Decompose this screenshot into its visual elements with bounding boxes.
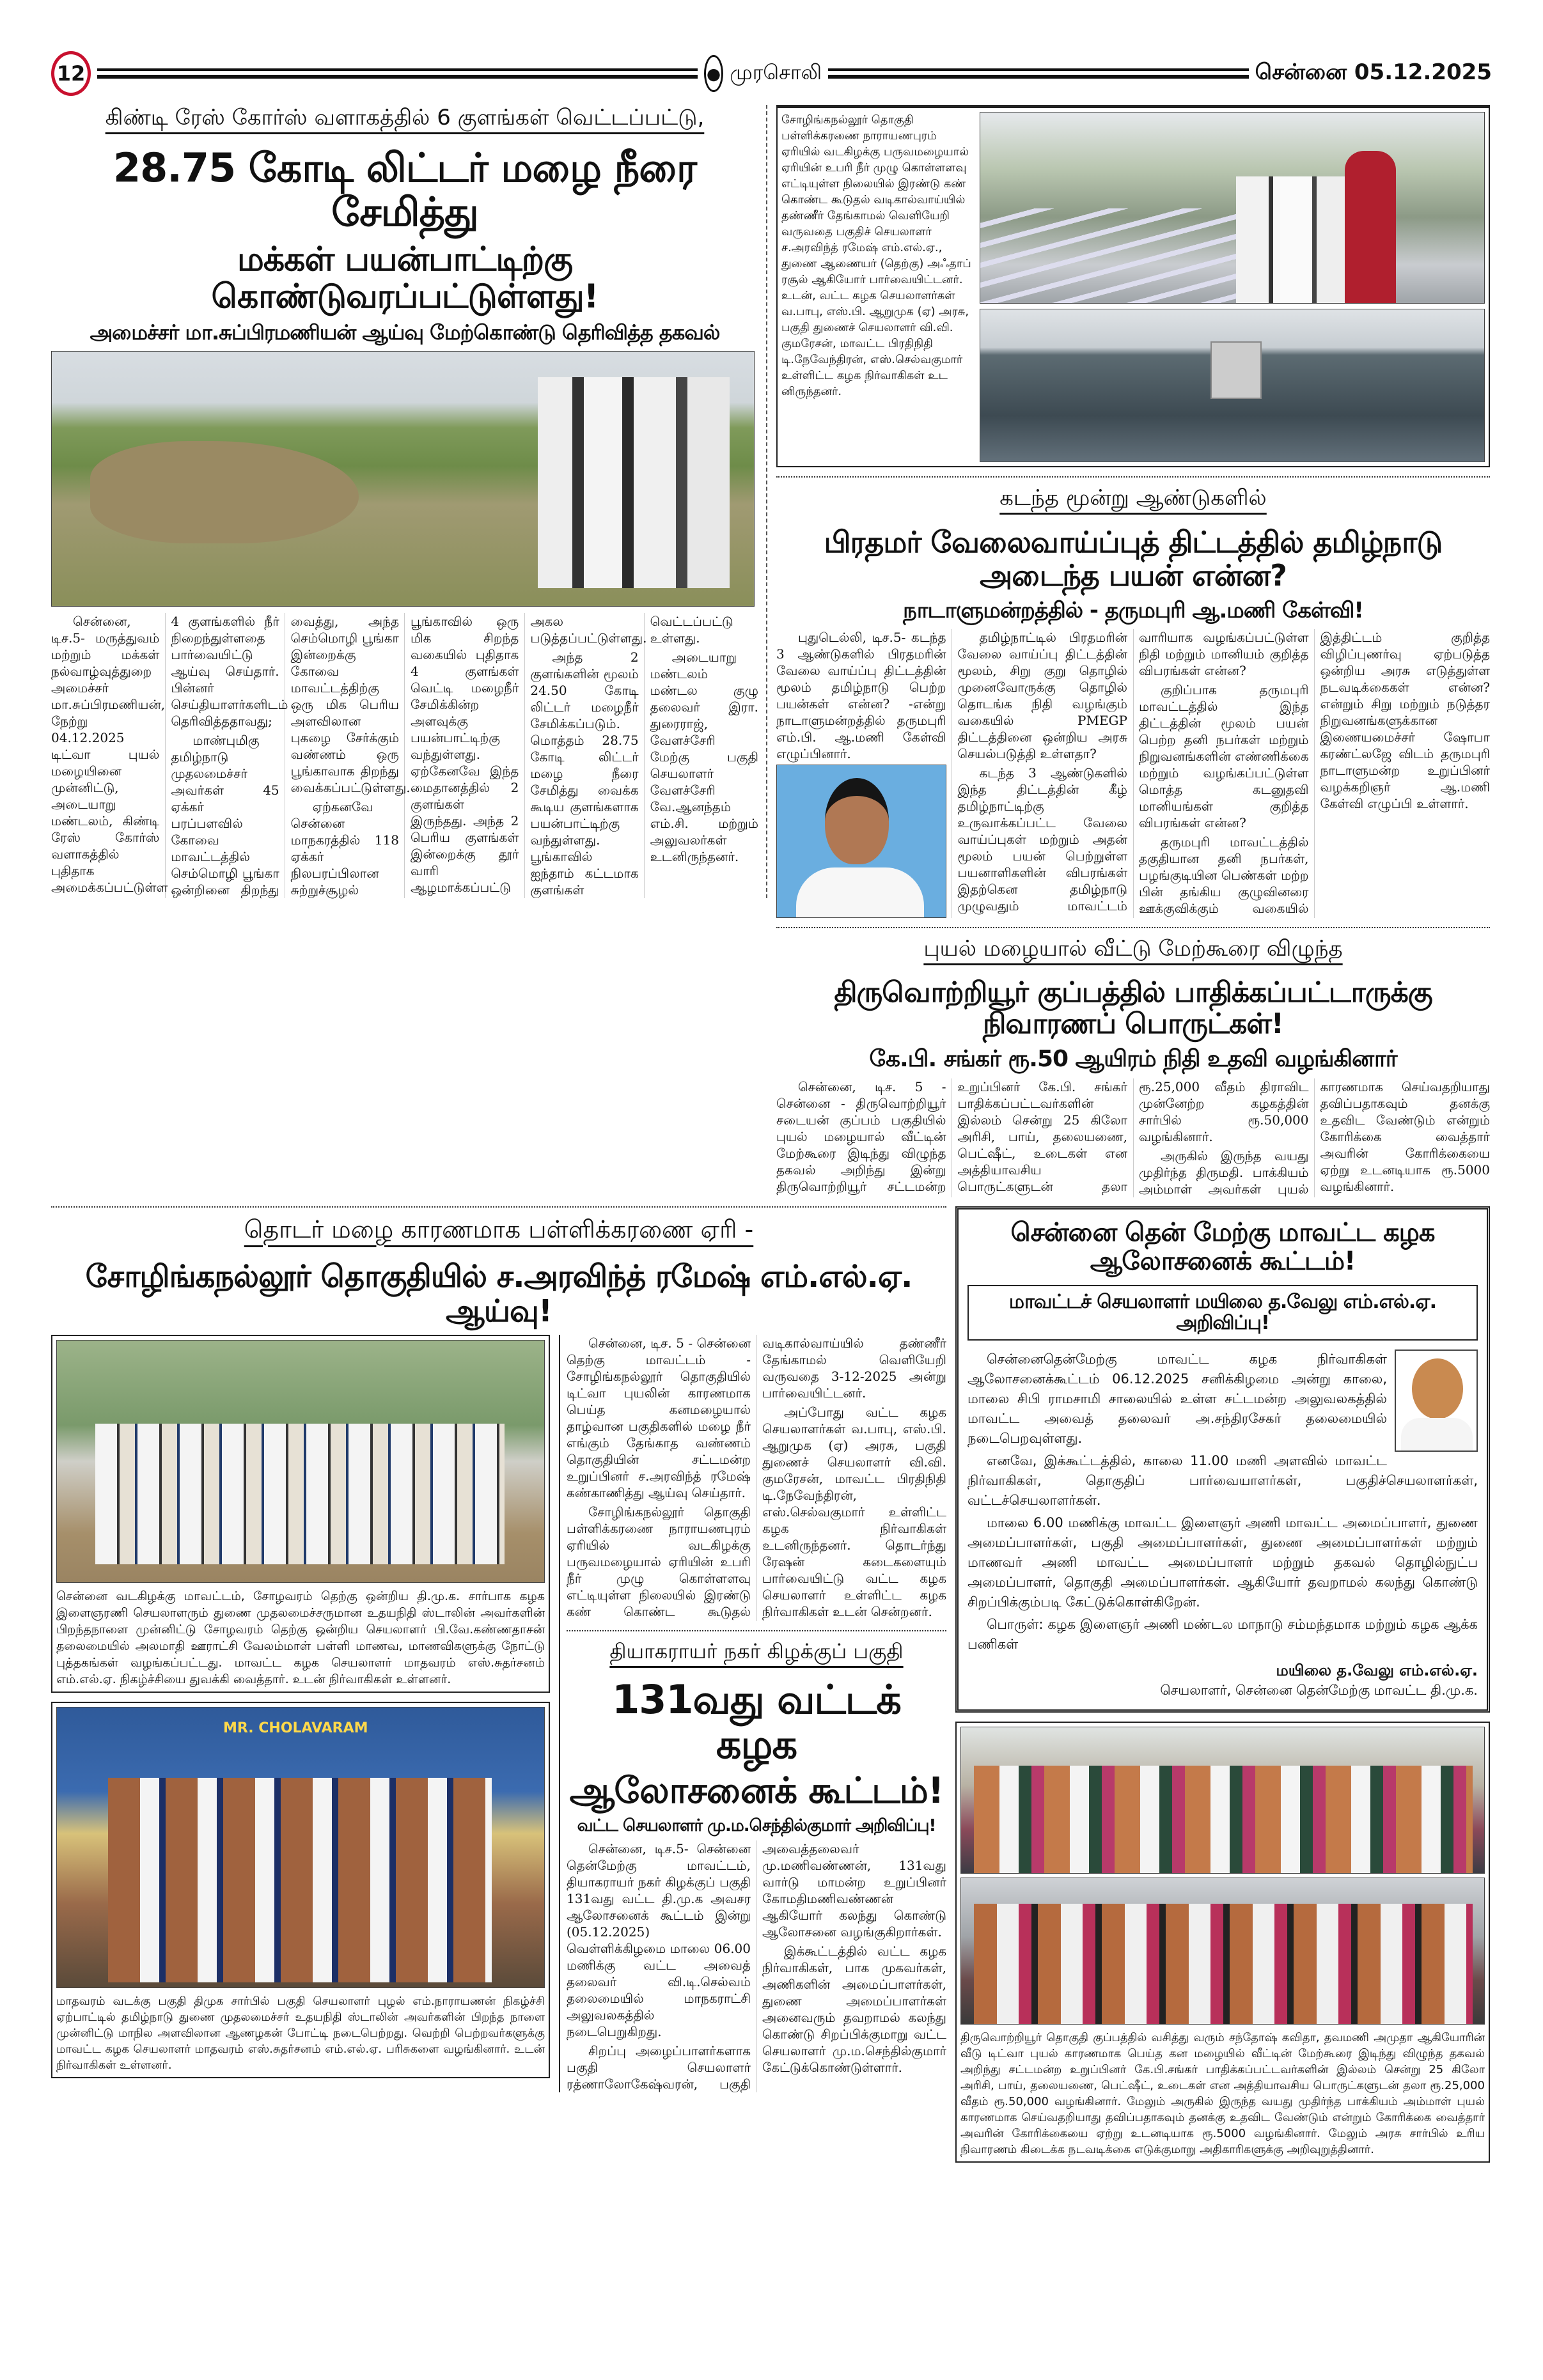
masthead-rule-left — [97, 68, 698, 79]
pm-paragraph: தருமபுரி மாவட்டத்தில் தகுதியான தனி நபர்கள், பழங்குடியின பெண்கள் மற்ற பின் தங்கிய குழுவினரை ஊக்குவிக்கும் வகையில் இத்திட்டம் குறித்த விழிப்புணர்வு ஏற்படுத்த ஒன்றிய அரசு எடுத்துள்ள நடவடிக்கைகள் என்ன? என்றும் சிறு மற்றும் நடுத்தர நிறுவனங்களுக்கான இணையமைச்சர் ஷோபா கரண்ட்லஜே விடம் தருமபுரி நாடாளுமன்ற உறுப்பினர் வழக்கறிஞர் ஆ.மணி கேள்வி எழுப்பி உள்ளார். — [1139, 630, 1490, 917]
officials-group — [538, 377, 730, 588]
portrait-head — [1412, 1358, 1463, 1419]
lead-paragraph: ஏற்கனவே சென்னை மாநகரத்தில் 118 ஏக்கர் நிலபரப்பிலான சுற்றுச்சூழல் பூங்காவில் ஒரு மிக சிறந்த வகையில் புதிதாக 4 குளங்கள் வெட்டி மழைநீர் சேமிக்கின்ற அளவுக்கு பயன்பாட்டிற்கு வந்துள்ளது. ஏற்கேனவே இந்த மைதானத்தில் 2 குளங்கள் இருந்தது. அந்த 2 பெரிய குளங்கள் இன்றைக்கு தூர் வாரி ஆழமாக்கப்பட்டு அகல படுத்தப்பட்டுள்ளது. — [290, 614, 647, 898]
page-number-badge — [51, 51, 91, 96]
district-notice — [955, 1206, 1490, 1713]
lake-photos — [980, 112, 1485, 462]
relief-paragraph: சென்னை, டிச. 5 - சென்னை - திருவொற்றியூர் சடையன் குப்பம் பகுதியில் புயல் மழையால் வீட்டின் மேற்கூரை இடிந்து விழுந்த தகவல் அறிந்து இன்று திருவொற்றியூர் சட்டமன்ற உறுப்பினர் கே.பி. சங்கர் பாதிக்கப்பட்டவர்களின் இல்லம் சென்று 25 கிலோ அரிசி, பாய், தலையணை, பெட்ஷீட், உடைகள் என அத்தியாவசிய பொருட்களுடன் தலா ரூ.25,000 வீதம் திராவிட முன்னேற்ற கழகத்தின் சார்பில் ரூ.50,000 வழங்கினார். — [776, 1078, 1309, 1194]
a-mani-mp-portrait — [776, 765, 946, 918]
officials-white-shirts — [1236, 176, 1345, 304]
relief-kicker: புயல் மழையால் வீட்டு மேற்கூரை விழுந்த — [923, 936, 1343, 962]
official-red-shirt — [1345, 151, 1396, 304]
lead-paragraph: அடையாறு மண்டலம் மண்டல குழு தலைவர் இரா. துரைராஜ், வேளச்சேரி மேற்கு பகுதி செயலாளர் வேளச்சேரி வே.ஆனந்தம் எம்.சி. மற்றும் அலுவலர்கள் உடனிருந்தனர். — [650, 649, 758, 865]
sholinganallur-kicker: தொடர் மழை காரணமாக பள்ளிக்கரணை ஏரி - — [244, 1215, 754, 1243]
upper-section — [51, 105, 1492, 1197]
portrait-head — [825, 778, 889, 864]
pm-paragraph: புதுடெல்லி, டிச.5- கடந்த 3 ஆண்டுகளில் பிரதமரின் வேலை வாய்ப்பு திட்டத்தின் மூலம் தமிழ்நாடு பெற்ற பயன்கள் என்ன? -என்று நாடாளுமன்றத்தில் தருமபுரி எம்.பி. ஆ.மணி கேள்வி எழுப்பினார். — [776, 630, 946, 762]
masthead — [51, 51, 1492, 96]
lead-article — [51, 105, 767, 898]
lead-paragraph: அந்த 2 குளங்களின் மூலம் 24.50 கோடி லிட்டர் மழைநீர் சேமிக்கப்படும். மொத்தம் 28.75 கோடி லிட்டர் மழை நீரை சேமித்து வைக்க கூடிய குளங்களாக பயன்பாட்டிற்கு வந்துள்ளது. பூங்காவில் ஐந்தாம் கட்டமாக குளங்கள் வெட்டப்பட்டு உள்ளது. — [530, 614, 733, 898]
relief-photo-caption: திருவொற்றியூர் தொகுதி குப்பத்தில் வசித்து வரும் சந்தோஷ் கவிதா, தவமணி அமுதா ஆகியோரின் வீடு டிட்வா புயல் காரணமாக பெய்த கன மழையில் வீட்டின் மேற்கூரை இடிந்து விழுந்த தகவல் அறிந்து சட்டமன்ற உறுப்பினர் கே.பி.சங்கர் பாதிக்கப்பட்டவர்களின் இல்லம் சென்று 25 கிலோ அரிசி, பாய், தலையணை, பெட்ஷீட், உடைகள் என அத்தியாவசிய பொருட்களுடன் தலா ரூ.25,000 வீதம் ரூ.50,000 வழங்கினார். மேலும் அருகில் இருந்த வயது முதிர்ந்த பாக்கியம் அம்மாள் புயல் காரணமாக செய்வதறியாது தவிப்பதாகவும் தனக்கு உதவிட வேண்டும் என்றும் கோரிக்கை வைத்தார் அவரின் கோரிக்கையை ஏற்று உடனடியாக ரூ.5000 வழங்கினார். மேலும் அரசு சார்பில் உரிய நிவாரணம் கிடைக்க நடவடிக்கை எடுக்குமாறு அதிகாரிகளுக்கு அறிவுறுத்தினார். — [960, 2030, 1485, 2156]
relief-body — [776, 1078, 1490, 1197]
ward-paragraph: இக்கூட்டத்தில் வட்ட கழக நிர்வாகிகள், பாக முகவர்கள், அணிகளின் அமைப்பாளர்கள், துணை அமைப்பாளர்கள் அனைவரும் தவறாமல் கலந்து கொண்டு சிறப்பிக்குமாறு வட்ட செயலாளர் மு.ம.செந்தில்குமார் கேட்டுக்கொண்டுள்ளார். — [762, 1943, 946, 2076]
pond-water — [90, 441, 359, 543]
lower-left-columns — [51, 1335, 946, 2092]
ward-subhead: வட்ட செயலாளர் மு.ம.செந்தில்குமார் அறிவிப்பு! — [577, 1816, 936, 1836]
pm-kicker: கடந்த மூன்று ஆண்டுகளில் — [999, 485, 1267, 511]
relief-distribution-photo-2 — [960, 1878, 1485, 2025]
ward-paragraph: சிறப்பு அழைப்பாளர்களாக பகுதி செயலாளர் ரத்ணாலோகேஷ்வரன், பகுதி அவைத்தலைவர் மு.மணிவண்ணன், 131வது வார்டு மாமன்ற உறுப்பினர் கோமதிமணிவண்ணன் ஆகியோர் கலந்து கொண்டு ஆலோசனை வழங்குகிறார்கள். — [567, 1841, 946, 2092]
pm-scheme-article — [776, 476, 1490, 918]
pm-subhead: நாடாளுமன்றத்தில் - தருமபுரி ஆ.மணி கேள்வி! — [903, 598, 1363, 624]
notice-paragraph: பொருள்: கழக இளைஞர் அணி மண்டல மாநாடு சம்மந்தமாக மற்றும் கழக ஆக்க பணிகள் — [967, 1616, 1478, 1652]
relief-article — [776, 927, 1490, 1197]
lead-paragraph: மாண்புமிகு தமிழ்நாடு முதலமைச்சர் அவர்கள் 45 ஏக்கர் பரப்பளவில் கோவை மாவட்டத்தில் செம்மொழி பூங்கா ஒன்றினை திறந்து வைத்து, அந்த செம்மொழி பூங்கா இன்றைக்கு கோவை மாவட்டத்திற்கு ஒரு மிக பெரிய அளவிலான புகழை சேர்க்கும் வண்ணம் ஒரு பூங்காவாக திறந்து வைக்கப்பட்டுள்ளது. — [171, 614, 411, 898]
bodybuilding-photo-story — [51, 1702, 550, 2078]
event-banner-text: MR. CHOLAVARAM — [223, 1720, 368, 1737]
lead-headline-2: மக்கள் பயன்பாட்டிற்கு கொண்டுவரப்பட்டுள்ளது! — [211, 240, 599, 316]
bodybuilders-group — [108, 1778, 492, 1982]
ward-body — [567, 1840, 946, 2092]
pm-body — [776, 629, 1490, 918]
city-date: சென்னை 05.12.2025 — [1255, 59, 1492, 85]
relief-headline: திருவொற்றியூர் குப்பத்தில் பாதிக்கப்பட்டாருக்கு நிவாரணப் பொருட்கள்! — [834, 976, 1432, 1041]
bodybuilding-event-photo — [56, 1707, 545, 1988]
lead-subhead: அமைச்சர் மா.சுப்பிரமணியன் ஆய்வு மேற்கொண்டு தெரிவித்த தகவல் — [90, 320, 720, 345]
lead-paragraph: சென்னை, டிச.5- மருத்துவம் மற்றும் மக்கள் நல்வாழ்வுத்துறை அமைச்சர் மா.சுப்பிரமணியன், நேற்று 04.12.2025 டிட்வா புயல் மழையினை முன்னிட்டு, அடையாறு மண்டலம், கிண்டி ரேஸ் கோர்ஸ் வளாகத்தில் புதிதாக அமைக்கப்பட்டுள்ள 4 குளங்களில் நீர் நிறைந்துள்ளதை பார்வையிட்டு ஆய்வு செய்தார். பின்னர் செய்தியாளர்களிடம் தெரிவித்ததாவது; — [51, 614, 288, 896]
notebook-caption: சென்னை வடகிழக்கு மாவட்டம், சோழவரம் தெற்கு ஒன்றிய தி.மு.க. சார்பாக கழக இளைஞரணி செயலாளரும் துணை முதலமைச்சருமான உதயநிதி ஸ்டாலின் அவர்களின் பிறந்தநாளை முன்னிட்டு சோழவரம் தெற்கு ஒன்றிய செயலாளர் பி.வே.கண்ணதாசன் தலைமையில் அலமாதி ஊராட்சி வேலம்மாள் பள்ளி மாணவ, மாணவிகளுக்கு நோட்டு புத்தகங்கள் வழங்கப்பட்டது. மாவட்ட கழக செயலாளர் மாதவரம் எஸ்.சுதர்சனம் எம்.எல்.ஏ. நிகழ்ச்சியை துவக்கி வைத்தார். உடன் நிர்வாகிகள் உள்ளனர். — [56, 1589, 545, 1687]
notice-paragraph: மாலை 6.00 மணிக்கு மாவட்ட இளைஞர் அணி மாவட்ட அமைப்பாளர், துணை அமைப்பாளர்கள், பகுதி அமைப்பாளர்கள், துணை அமைப்பாளர்கள் மற்றும் மாணவர் அணி மாவட்ட அமைப்பாளர் மற்றும் தகவல் தொழில்நுட்ப அமைப்பாளர், தொகுதி அமைப்பாளர்கள். ஆகியோர் தவறாமல் கலந்து கொண்டு சிறப்பிக்கும்படி கேட்டுக்கொள்கிறேன். — [967, 1514, 1478, 1610]
masthead-rule-right — [828, 68, 1248, 79]
pm-paragraph: கடந்த 3 ஆண்டுகளில் இந்த திட்டத்தின் கீழ் தமிழ்நாட்டிற்கு உருவாக்கப்பட்ட வேலை வாய்ப்புகள் மற்றும் அதன் மூலம் பயன் பெற்றுள்ள பயனாளிகளின் விபரங்கள் இதற்கென தமிழ்நாடு முழுவதும் மாவட்டம் வாரியாக வழங்கப்பட்டுள்ள நிதி மற்றும் மானியம் குறித்த விபரங்கள் என்ன? — [957, 630, 1309, 914]
pm-paragraph: தமிழ்நாட்டில் பிரதமரின் வேலை வாய்ப்பு திட்டத்தின் மூலம், சிறு குறு தொழில் முனைவோருக்கு தொழில் தொடங்க நிதி வழங்கும் வகையில் PMEGP திட்டத்தினை ஒன்றிய அரசு செயல்படுத்தி உள்ளதா? — [957, 630, 1127, 762]
mylai-velu-portrait — [1395, 1349, 1478, 1452]
group-of-people — [95, 1424, 505, 1564]
relief-photo-story — [955, 1722, 1490, 2163]
sholinganallur-body — [567, 1335, 946, 1621]
paper-name: முரசொலி — [730, 60, 822, 84]
notice-paragraph: சென்னைதென்மேற்கு மாவட்ட கழக நிர்வாகிகள் ஆலோசனைக்கூட்டம் 06.12.2025 சனிக்கிழமை அன்று காலை, மாலை சிபி ராமசாமி சாலையில் உள்ள சட்டமன்ற அலுவலகத்தில் மாவட்ட அவைத் தலைவர் அ.சந்திரசேகர் தலைமையில் நடைபெறவுள்ளது. — [967, 1351, 1387, 1446]
notice-signatory: மயிலை த.வேலு எம்.எல்.ஏ. — [1276, 1661, 1478, 1679]
notice-subhead: மாவட்டச் செயலாளர் மயிலை த.வேலு எம்.எல்.ஏ. அறிவிப்பு! — [967, 1285, 1478, 1341]
ward-meeting-article — [567, 1630, 946, 2092]
ward-headline-2: ஆலோசனைக் கூட்டம்! — [569, 1770, 944, 1812]
lake-railing-photo — [980, 112, 1485, 304]
crowd — [974, 1904, 1473, 2025]
school-group-photo — [56, 1340, 545, 1583]
sholinganallur-paragraph: அப்போது வட்ட கழக செயலாளர்கள் வ.பாபு, எஸ்.பி. ஆறுமுக (ஏ) அரசு, பகுதி துணைச் செயலாளர் வி.வி. குமரேசன், மாவட்ட பிரதிநிதி டி.நேவேந்திரன், எஸ்.செல்வகுமார் உள்ளிட்ட கழக நிர்வாகிகள் உடனிருந்தனர். தொடர்ந்து ரேஷன் கடைகளையும் பார்வையிட்டு வட்ட கழக செயலாளர் உள்ளிட்ட கழக நிர்வாகிகள் உடன் சென்றனர். — [762, 1404, 946, 1620]
upper-right-column — [776, 105, 1490, 1197]
notice-headline: சென்னை தென் மேற்கு மாவட்ட கழக ஆலோசனைக் கூட்டம்! — [1010, 1217, 1435, 1276]
lake-inspection-photo-story — [776, 105, 1490, 467]
notice-signatory-title: செயலாளர், சென்னை தென்மேற்கு மாவட்ட தி.மு.க. — [1160, 1682, 1478, 1698]
portrait-shirt — [1401, 1418, 1473, 1452]
crowd — [974, 1766, 1473, 1874]
notice-paragraph: எனவே, இக்கூட்டத்தில், காலை 11.00 மணி அளவில் மாவட்ட நிர்வாகிகள், தொகுதிப் பார்வையாளர்கள், பகுதிச்செயலாளர்கள், வட்டச்செயலாளர்கள். — [967, 1452, 1478, 1508]
relief-paragraph: அருகில் இருந்த வயது முதிர்ந்த திருமதி. பாக்கியம் அம்மாள் அவர்கள் புயல் காரணமாக செய்வதறியாது தவிப்பதாகவும் தனக்கு உதவிட வேண்டும் என்றும் கோரிக்கை வைத்தார் அவரின் கோரிக்கையை ஏற்று உடனடியாக ரூ.5000 வழங்கினார். — [1139, 1078, 1490, 1197]
lake-tower — [1210, 341, 1262, 399]
relief-subhead: கே.பி. சங்கர் ரூ.50 ஆயிரம் நிதி உதவி வழங்கினார் — [869, 1045, 1397, 1072]
pm-paragraph: குறிப்பாக தருமபுரி மாவட்டத்தில் இந்த திட்டத்தின் மூலம் பயன் பெற்ற தனி நபர்கள் மற்றும் நிறுவனங்களின் எண்ணிக்கை மற்றும் வழங்கப்பட்டுள்ள மொத்த கடனுதவி மானியங்கள் குறித்த விபரங்கள் என்ன? — [1139, 682, 1309, 831]
relief-distribution-photo-1 — [960, 1727, 1485, 1874]
rising-sun-emblem-icon — [704, 55, 723, 92]
ward-paragraph: சென்னை, டிச.5- சென்னை தென்மேற்கு மாவட்டம், தியாகராயர் நகர் கிழக்குப் பகுதி 131வது வட்ட தி.மு.க அவசர ஆலோசனைக் கூட்டம் இன்று (05.12.2025) வெள்ளிக்கிழமை மாலை 06.00 மணிக்கு வட்ட அவைத் தலைவர் வி.டி.செல்வம் தலைமையில் மாநகராட்சி அலுவலகத்தில் நடைபெறுகிறது. — [567, 1841, 751, 2040]
notice-text — [967, 1349, 1478, 1700]
sholinganallur-paragraph: சென்னை, டிச. 5 - சென்னை தெற்கு மாவட்டம் - சோழிங்கநல்லூர் தொகுதியில் டிட்வா புயலின் காரணமாக பெய்த கனமழையால் தாழ்வான பகுதிகளில் மழை நீர் எங்கும் தேங்காத வண்ணம் தொகுதியின் சட்டமன்ற உறுப்பினர் ச.அரவிந்த் ரமேஷ் கண்காணித்து ஆய்வு செய்தார். — [567, 1335, 751, 1501]
lake-view-photo — [980, 309, 1485, 462]
lead-headline-1: 28.75 கோடி லிட்டர் மழை நீரை சேமித்து — [113, 144, 696, 236]
lower-left-section — [51, 1206, 946, 2092]
lower-left-text — [559, 1335, 946, 2092]
notebook-distribution-photo-story — [51, 1335, 550, 1693]
race-course-pond-photo — [51, 351, 755, 607]
ward-kicker: தியாகராயர் நகர் கிழக்குப் பகுதி — [609, 1639, 904, 1664]
ward-headline-1: 131வது வட்டக் கழக — [612, 1676, 901, 1768]
portrait-shirt — [796, 867, 924, 918]
bodybuilding-caption: மாதவரம் வடக்கு பகுதி திமுக சார்பில் பகுதி செயலாளர் புழல் எம்.நாராயணன் நிகழ்ச்சி ஏற்பாட்டில் தமிழ்நாடு துணை முதலமைச்சர் உதயநிதி ஸ்டாலின் அவர்களின் பிறந்த நாளை முன்னிட்டு மாநில அளவிலான ஆணழகன் போட்டி நடைபெற்றது. வெற்றி பெற்றவர்களுக்கு மாவட்ட கழக செயலாளர் மாதவரம் எஸ்.சுதர்சனம் எம்.எல்.ஏ. பரிசுகளை வழங்கினார். உடன் நிர்வாகிகள் உள்ளனர். — [56, 1995, 545, 2073]
page-number: 12 — [56, 61, 86, 86]
lake-inspection-caption: சோழிங்கநல்லூர் தொகுதி பள்ளிக்கரணை நாராயணபுரம் ஏரியில் வடகிழக்கு பருவமழையால் ஏரியின் உபரி நீர் முழு கொள்ளளவு எட்டியுள்ள நிலையில் இரண்டு கண் கொண்ட கூடுதல் வடிகால்வாய்யில் தண்ணீர் தேங்காமல் வெளியேறி வருவதை பகுதிச் செயலாளர் ச.அரவிந்த் ரமேஷ் எம்.எல்.ஏ., துணை ஆணையர் (தெற்கு) அஃதாப் ரசூல் ஆகியோர் பார்வையிட்டனர். உடன், வட்ட கழக செயலாளர்கள் வ.பாபு, எஸ்.பி. ஆறுமுக (ஏ) அரசு, பகுதி துணைச் செயலாளர் வி.வி. குமரேசன், மாவட்ட பிரதிநிதி டி.நேவேந்திரன், எஸ்.செல்வகுமார் உள்ளிட்ட கழக நிர்வாகிகள் உட னிருந்தனர். — [781, 113, 971, 398]
lower-left-photos — [51, 1335, 550, 2078]
lower-right-section — [955, 1206, 1490, 2163]
sholinganallur-paragraph: சோழிங்கநல்லூர் தொகுதி பள்ளிக்கரணை நாராயணபுரம் ஏரியில் வடகிழக்கு பருவமழையால் ஏரியின் உபரி நீர் முழு கொள்ளளவு எட்டியுள்ள நிலையில் இரண்டு கண் கொண்ட கூடுதல் வடிகால்வாய்யில் தண்ணீர் தேங்காமல் வெளியேறி வருவதை 3-12-2025 அன்று பார்வையிட்டனர். — [567, 1335, 946, 1620]
lower-section — [51, 1206, 1492, 2163]
lead-body — [51, 613, 758, 898]
sholinganallur-headline: சோழிங்கநல்லூர் தொகுதியில் ச.அரவிந்த் ரமேஷ் எம்.எல்.ஏ. ஆய்வு! — [85, 1258, 912, 1329]
pm-headline: பிரதமர் வேலைவாய்ப்புத் திட்டத்தில் தமிழ்நாடு அடைந்த பயன் என்ன? — [824, 525, 1443, 593]
lead-kicker: கிண்டி ரேஸ் கோர்ஸ் வளாகத்தில் 6 குளங்கள் வெட்டப்பட்டு, — [105, 105, 705, 130]
